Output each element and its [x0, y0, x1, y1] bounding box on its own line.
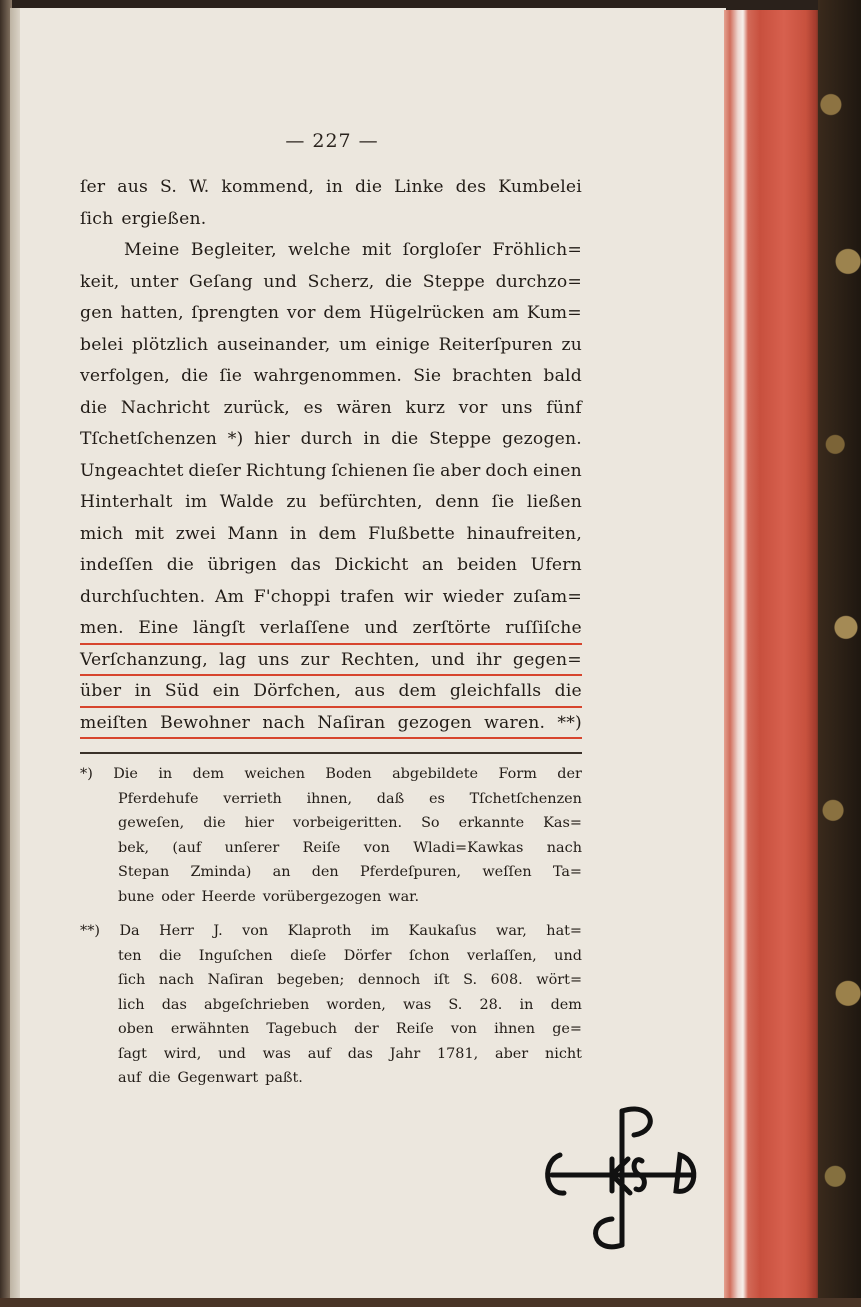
word: Hügelrücken — [369, 303, 485, 323]
word: W. — [188, 177, 210, 197]
word: Ungeachtet — [80, 460, 184, 481]
footnote-line — [80, 944, 582, 969]
word: lich — [118, 996, 145, 1013]
word: es — [303, 397, 323, 418]
footnote-rule — [80, 752, 582, 754]
cover-bottom-edge — [0, 1298, 861, 1307]
text-line — [80, 645, 582, 677]
word: Ufern — [530, 555, 582, 575]
word: ihr — [476, 649, 502, 670]
text-line — [80, 172, 582, 204]
word: hier — [244, 815, 274, 831]
word: an — [421, 555, 444, 575]
word: ten — [118, 947, 142, 964]
word: ſer — [80, 177, 106, 197]
word: gezogen. — [502, 429, 582, 449]
word: nach — [158, 972, 195, 988]
word: Tagebuch — [266, 1021, 337, 1037]
word: mit — [362, 240, 392, 260]
word: verlaſſen, — [467, 947, 537, 964]
word: **) — [80, 923, 101, 939]
word: doch — [485, 460, 529, 481]
word: kommend, — [221, 177, 315, 197]
word: Geſang — [189, 271, 253, 292]
text-line — [80, 330, 582, 362]
word: ein — [212, 681, 240, 701]
word: 1781, — [437, 1045, 479, 1062]
word: von — [363, 839, 390, 856]
word: brachten — [452, 366, 533, 386]
text-line — [80, 676, 582, 708]
word: wird, — [163, 1045, 202, 1062]
text-line — [80, 393, 582, 425]
text-line — [80, 424, 582, 456]
marbled-cover — [818, 0, 861, 1307]
word: men. — [80, 618, 124, 638]
word: wir — [404, 586, 434, 607]
word: Da — [119, 923, 140, 939]
word: Herr — [159, 923, 194, 939]
text-line — [80, 456, 582, 488]
word: begeben; — [277, 972, 345, 988]
word: trafen — [340, 586, 395, 607]
word: Heerde — [201, 888, 256, 905]
word: Pferdehufe — [118, 790, 199, 807]
word: hier — [254, 429, 290, 449]
word: Reiſe — [302, 839, 341, 856]
word: weichen — [244, 766, 305, 782]
word: Tſchetſchenzen — [469, 790, 582, 807]
word: vor — [458, 397, 488, 418]
footnote-line — [80, 836, 582, 861]
word: der — [557, 766, 582, 782]
word: weſſen — [482, 864, 532, 880]
footnote-line — [80, 787, 582, 812]
footnote-line — [80, 968, 582, 993]
word: es — [428, 790, 445, 807]
word: befürchten, — [319, 492, 423, 512]
word: Fröhlich= — [492, 240, 582, 260]
word: in — [519, 996, 534, 1013]
word: wieder — [442, 586, 504, 607]
body-text — [80, 172, 582, 739]
text-line — [80, 235, 582, 267]
word: am — [492, 303, 520, 323]
word: über — [80, 681, 122, 701]
text-line — [80, 613, 582, 645]
text-line — [80, 487, 582, 519]
word: Süd — [164, 681, 200, 701]
word: die — [159, 947, 182, 964]
word: Inguſchen — [198, 947, 273, 964]
word: hatten, — [120, 303, 184, 323]
word: ſie — [491, 492, 515, 512]
word: iſt — [433, 972, 450, 988]
word: Steppe — [422, 271, 486, 292]
word: Mann — [227, 523, 279, 544]
word: verfolgen, — [80, 366, 171, 386]
word: und — [431, 649, 465, 670]
text-line — [80, 298, 582, 330]
word: Naſiran — [317, 712, 386, 733]
word: Die — [113, 766, 138, 782]
word: ſie — [412, 460, 436, 481]
word: Meine — [124, 240, 180, 260]
word: welche — [288, 240, 351, 260]
footnotes — [80, 762, 582, 1091]
word: Kum= — [526, 303, 582, 323]
word: dem — [550, 996, 582, 1013]
word: nach — [546, 839, 582, 856]
word: unſerer — [224, 839, 280, 856]
word: F'choppi — [253, 586, 331, 607]
word: paßt. — [265, 1070, 303, 1086]
footnote-line — [80, 1042, 582, 1067]
word: im — [370, 923, 390, 939]
word: plötzlich — [131, 334, 209, 355]
word: gen — [80, 303, 113, 323]
word: **) — [557, 712, 582, 733]
text-line — [80, 582, 582, 614]
word: was — [262, 1045, 291, 1062]
word: beiden — [457, 555, 518, 575]
footnote-2 — [80, 919, 582, 1091]
word: die — [203, 815, 226, 831]
word: ruſſiſche — [505, 618, 582, 638]
word: des — [455, 177, 487, 197]
word: ſorgloſer — [402, 240, 482, 260]
word: denn — [435, 492, 480, 512]
word: auseinander, — [216, 334, 331, 355]
word: keit, — [80, 271, 120, 292]
word: und — [218, 1045, 246, 1062]
word: ſich — [118, 972, 146, 988]
word: Form — [498, 766, 537, 782]
word: aus — [354, 681, 386, 701]
word: dem — [318, 523, 357, 544]
word: zwei — [175, 523, 216, 544]
word: ſagt — [118, 1045, 147, 1062]
word: Bewohner — [160, 712, 251, 733]
word: ergießen. — [121, 208, 207, 229]
word: Gegenwart — [177, 1070, 259, 1086]
word: vorübergezogen — [262, 888, 382, 905]
footnote-line — [80, 919, 582, 944]
word: von — [242, 923, 269, 939]
word: Walde — [219, 492, 274, 512]
word: Nachricht — [120, 397, 210, 418]
word: die — [166, 555, 195, 575]
word: unter — [130, 271, 179, 292]
footnote-line — [80, 993, 582, 1018]
word: die — [80, 397, 108, 418]
word: Jahr — [389, 1045, 421, 1062]
word: *) — [80, 766, 93, 782]
word: lag — [219, 649, 247, 670]
word: Scherz, — [307, 271, 375, 292]
word: 28. — [479, 996, 503, 1013]
footnote-line — [80, 885, 582, 910]
word: dem — [398, 681, 437, 701]
word: daß — [376, 790, 405, 807]
word: S. — [463, 972, 478, 988]
word: uns — [501, 397, 533, 418]
word: Boden — [325, 766, 372, 782]
word: kurz — [405, 397, 446, 418]
word: ließen — [526, 492, 582, 512]
word: zu — [561, 334, 582, 355]
word: So — [421, 815, 440, 831]
word: und — [263, 271, 298, 292]
word: in — [326, 177, 343, 197]
word: einige — [375, 334, 431, 355]
word: Naſiran — [207, 972, 264, 988]
word: wahrgenommen. — [253, 366, 403, 386]
word: meiſten — [80, 712, 148, 733]
word: die — [384, 271, 413, 292]
word: im — [185, 492, 208, 512]
word: einen — [532, 460, 582, 481]
word: aber — [495, 1045, 529, 1062]
word: verlaſſene — [259, 618, 350, 638]
word: den — [311, 864, 339, 880]
word: verrieth — [223, 790, 282, 807]
word: in — [363, 429, 381, 449]
word: Richtung — [245, 460, 327, 481]
word: *) — [227, 429, 244, 449]
word: Wladi=Kawkas — [413, 839, 524, 856]
word: waren. — [484, 712, 546, 733]
word: Eine — [138, 618, 179, 638]
word: wört= — [536, 972, 582, 988]
text-line — [80, 204, 582, 236]
footnote-line — [80, 762, 582, 787]
word: Stepan — [118, 864, 170, 880]
word: in — [158, 766, 173, 782]
word: auf — [118, 1070, 142, 1086]
word: uns — [257, 649, 290, 670]
text-line — [80, 550, 582, 582]
text-line — [80, 519, 582, 551]
word: abgebildete — [392, 766, 479, 782]
word: Steppe — [429, 429, 492, 449]
word: die — [391, 429, 419, 449]
word: Reiterſpuren — [438, 334, 553, 355]
word: Dörfchen, — [253, 681, 342, 701]
word: ſich — [80, 208, 114, 229]
word: Hinterhalt — [80, 492, 173, 512]
word: abgeſchrieben — [204, 996, 310, 1013]
word: Kas= — [543, 815, 582, 831]
word: Sie — [413, 366, 442, 386]
word: das — [161, 996, 187, 1013]
word: ihnen, — [306, 790, 353, 807]
word: Flußbette — [368, 523, 456, 544]
word: S. — [448, 996, 463, 1013]
word: Reiſe — [395, 1021, 434, 1037]
word: ge= — [552, 1021, 582, 1037]
word: fünf — [546, 397, 582, 418]
word: ſie — [219, 366, 243, 386]
footnote-line — [80, 1017, 582, 1042]
word: in — [289, 523, 307, 544]
word: aus — [117, 177, 149, 197]
word: was — [402, 996, 432, 1013]
word: worden, — [326, 996, 386, 1013]
word: um — [339, 334, 367, 355]
footnote-line — [80, 1066, 582, 1091]
word: aber — [440, 460, 481, 481]
word: zurück, — [223, 397, 290, 418]
word: erkannte — [458, 815, 525, 831]
word: 608. — [490, 972, 523, 988]
word: ſchienen — [331, 460, 408, 481]
word: war. — [388, 888, 420, 905]
word: und — [554, 947, 582, 964]
word: Linke — [394, 177, 444, 197]
word: indeſſen — [80, 555, 154, 575]
word: oben — [118, 1021, 154, 1037]
word: bune — [118, 888, 155, 905]
footnote-1 — [80, 762, 582, 909]
word: J. — [213, 923, 223, 939]
word: nach — [262, 712, 306, 733]
word: zur — [300, 649, 330, 670]
word: durch — [300, 429, 353, 449]
word: wären — [336, 397, 392, 418]
text-line — [80, 708, 582, 740]
page-fore-edge — [724, 10, 820, 1302]
page-number: — 227 — — [285, 130, 379, 152]
word: nicht — [544, 1045, 582, 1062]
word: Am — [214, 586, 245, 607]
word: die — [181, 366, 209, 386]
word: durchzo= — [495, 271, 582, 292]
word: bald — [543, 366, 582, 386]
word: Klaproth — [287, 923, 352, 939]
word: mich — [80, 523, 124, 544]
word: war, — [496, 923, 527, 939]
word: an — [272, 864, 291, 880]
word: mit — [134, 523, 165, 544]
word: zu — [286, 492, 307, 512]
word: Ta= — [552, 864, 582, 880]
text-line — [80, 361, 582, 393]
word: dieſer — [188, 460, 242, 481]
word: zerſtörte — [412, 618, 491, 638]
footnote-line — [80, 860, 582, 885]
library-stamp — [542, 1095, 702, 1255]
word: Verſchanzung, — [80, 649, 208, 670]
word: der — [354, 1021, 379, 1037]
word: und — [364, 618, 399, 638]
word: die — [354, 177, 383, 197]
word: S. — [159, 177, 178, 197]
word: hinaufreiten, — [466, 523, 582, 544]
word: hat= — [546, 923, 582, 939]
word: dem — [323, 303, 362, 323]
word: gezogen — [397, 712, 472, 733]
word: vor — [286, 303, 316, 323]
word: durchſuchten. — [80, 586, 206, 607]
word: Dickicht — [334, 555, 409, 575]
word: ſprengten — [191, 303, 280, 323]
word: zuſam= — [513, 586, 582, 607]
word: Dörfer — [343, 947, 392, 964]
word: ihnen — [494, 1021, 536, 1037]
word: bek, — [118, 839, 150, 856]
word: oder — [161, 888, 195, 905]
word: Kaukaſus — [408, 923, 477, 939]
word: Rechten, — [340, 649, 420, 670]
word: vorbeigeritten. — [292, 815, 403, 831]
word: Begleiter, — [190, 240, 277, 260]
word: das — [347, 1045, 373, 1062]
word: (auf — [172, 839, 202, 856]
word: dennoch — [357, 972, 421, 988]
word: die — [148, 1070, 171, 1086]
word: die — [554, 681, 582, 701]
word: erwähnten — [170, 1021, 250, 1037]
word: Zminda) — [190, 864, 252, 880]
word: gleichfalls — [449, 681, 542, 701]
word: belei — [80, 334, 124, 355]
word: dieſe — [290, 947, 327, 964]
word: Pferdeſpuren, — [359, 864, 462, 880]
word: auf — [307, 1045, 331, 1062]
word: das — [290, 555, 322, 575]
text-line — [80, 267, 582, 299]
word: dem — [192, 766, 224, 782]
word: Tſchetſchenzen — [80, 429, 217, 449]
word: von — [450, 1021, 477, 1037]
footnote-line — [80, 811, 582, 836]
word: längſt — [193, 618, 246, 638]
word: ſchon — [408, 947, 450, 964]
word: übrigen — [207, 555, 277, 575]
word: gegen= — [512, 649, 582, 670]
word: geweſen, — [118, 815, 185, 831]
word: Kumbelei — [498, 177, 582, 197]
word: in — [134, 681, 152, 701]
